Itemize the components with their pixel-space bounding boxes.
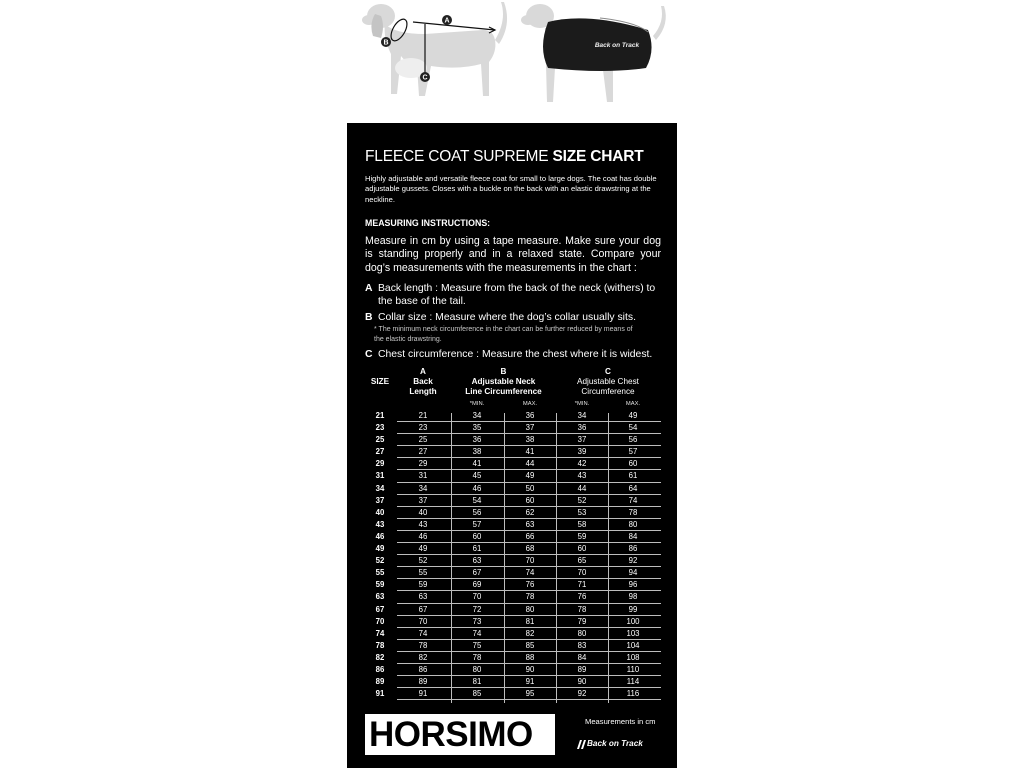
- title-light: FLEECE COAT SUPREME: [365, 148, 553, 165]
- table-row: [347, 567, 677, 579]
- row-neck-max: 49: [525, 471, 535, 481]
- row-size: 25: [375, 435, 385, 445]
- row-neck-min: 81: [472, 677, 482, 687]
- horsimo-logo: [365, 714, 555, 755]
- row-chest-max: 103: [626, 628, 640, 638]
- row-chest-min: 39: [577, 447, 587, 457]
- table-row: [347, 676, 677, 688]
- row-size: 43: [375, 519, 385, 529]
- size-table-body: [347, 410, 677, 700]
- row-neck-max: 88: [525, 652, 535, 662]
- col-a-line2: Length: [409, 387, 437, 396]
- row-back-length: 29: [418, 459, 428, 469]
- row-chest-min: 83: [577, 640, 587, 650]
- col-c-letter: C: [605, 367, 611, 376]
- row-size: 78: [375, 640, 385, 650]
- table-row: [347, 458, 677, 470]
- row-neck-min: 46: [472, 483, 482, 493]
- row-size: 55: [375, 568, 385, 578]
- row-neck-max: 90: [525, 664, 535, 674]
- row-size: 21: [375, 411, 385, 420]
- row-chest-min: 34: [577, 411, 587, 420]
- chart-title: [365, 148, 644, 166]
- table-row: [347, 616, 677, 628]
- col-b-min-header: *MIN.: [469, 401, 485, 407]
- row-chest-max: 92: [628, 556, 638, 566]
- row-chest-max: 54: [628, 423, 638, 433]
- row-back-length: 74: [418, 628, 428, 638]
- row-size: 49: [375, 544, 385, 554]
- row-chest-min: 71: [577, 580, 587, 590]
- row-neck-min: 73: [472, 616, 482, 626]
- row-size: 52: [375, 556, 385, 566]
- measure-b-text: Collar size : Measure where the dog’s collar usually sits.: [378, 312, 636, 323]
- row-back-length: 89: [418, 677, 428, 687]
- row-neck-max: 70: [525, 556, 535, 566]
- row-back-length: 82: [418, 652, 428, 662]
- row-back-length: 34: [418, 483, 428, 493]
- row-neck-max: 82: [525, 628, 535, 638]
- row-chest-max: 86: [628, 544, 638, 554]
- row-chest-min: 37: [577, 435, 587, 445]
- row-back-length: 59: [418, 580, 428, 590]
- measure-c-letter: C: [365, 349, 373, 360]
- row-size: 67: [375, 604, 385, 614]
- col-b-line1: Adjustable Neck: [471, 377, 536, 386]
- row-neck-min: 38: [472, 447, 482, 457]
- row-back-length: 55: [418, 568, 428, 578]
- measure-marker-b: [381, 37, 391, 47]
- measure-marker-c: [420, 72, 430, 82]
- row-chest-min: 36: [577, 423, 587, 433]
- instructions-text: Measure in cm by using a tape measure. Make sure your dog is standing properly and in a relaxed state. Compare your dog’s measurements with the measurements in the chart :: [365, 235, 661, 274]
- row-back-length: 91: [418, 689, 428, 699]
- row-chest-max: 56: [628, 435, 638, 445]
- row-neck-min: 69: [472, 580, 482, 590]
- row-neck-min: 75: [472, 640, 482, 650]
- row-size: 74: [375, 628, 385, 638]
- row-chest-min: 59: [577, 531, 587, 541]
- row-chest-min: 76: [577, 592, 587, 602]
- row-neck-max: 85: [525, 640, 535, 650]
- col-c-min-header: *MIN.: [574, 401, 590, 407]
- row-neck-max: 36: [525, 411, 535, 420]
- svg-text:A: A: [444, 17, 450, 25]
- horsimo-logo-text: HORSIMO: [369, 715, 533, 754]
- col-a-letter: A: [420, 367, 426, 376]
- row-neck-max: 62: [525, 507, 535, 517]
- row-chest-max: 78: [628, 507, 638, 517]
- row-size: 34: [375, 483, 385, 493]
- row-neck-max: 81: [525, 616, 535, 626]
- row-size: 29: [375, 459, 385, 469]
- row-neck-max: 74: [525, 568, 535, 578]
- row-chest-min: 78: [577, 604, 587, 614]
- table-row: [347, 628, 677, 640]
- row-chest-max: 64: [628, 483, 638, 493]
- row-back-length: 67: [418, 604, 428, 614]
- row-neck-max: 95: [525, 689, 535, 699]
- row-neck-min: 35: [472, 423, 482, 433]
- row-chest-max: 104: [626, 640, 640, 650]
- row-chest-min: 44: [577, 483, 587, 493]
- table-row: [347, 543, 677, 555]
- col-b-max-header: MAX.: [522, 401, 538, 407]
- back-on-track-icon: [577, 740, 587, 749]
- table-row: [347, 519, 677, 531]
- table-row: [347, 470, 677, 482]
- row-chest-max: 61: [628, 471, 638, 481]
- size-chart-panel: [347, 123, 677, 768]
- back-on-track-logo: Back on Track: [587, 739, 643, 748]
- svg-text:C: C: [422, 74, 428, 82]
- row-size: 70: [375, 616, 385, 626]
- table-row: [347, 422, 677, 434]
- row-chest-max: 49: [628, 411, 638, 420]
- row-neck-min: 80: [472, 664, 482, 674]
- coat-brand-label: Back on Track: [594, 42, 640, 49]
- table-row: [347, 507, 677, 519]
- table-row: [347, 434, 677, 446]
- measure-a-letter: A: [365, 283, 373, 294]
- row-chest-min: 79: [577, 616, 587, 626]
- row-size: 23: [375, 423, 385, 433]
- row-chest-max: 80: [628, 519, 638, 529]
- row-chest-max: 74: [628, 495, 638, 505]
- row-chest-min: 89: [577, 664, 587, 674]
- row-size: 86: [375, 664, 385, 674]
- row-neck-min: 56: [472, 507, 482, 517]
- row-neck-max: 38: [525, 435, 535, 445]
- row-chest-max: 100: [626, 616, 640, 626]
- row-back-length: 49: [418, 544, 428, 554]
- row-neck-max: 50: [525, 483, 535, 493]
- measure-a-text: Back length : Measure from the back of the neck (withers) to the base of the tail.: [378, 283, 656, 308]
- row-size: 59: [375, 580, 385, 590]
- row-back-length: 63: [418, 592, 428, 602]
- row-chest-min: 52: [577, 495, 587, 505]
- row-back-length: 70: [418, 616, 428, 626]
- row-chest-max: 99: [628, 604, 638, 614]
- row-neck-min: 36: [472, 435, 482, 445]
- row-neck-max: 91: [525, 677, 535, 687]
- row-neck-min: 45: [472, 471, 482, 481]
- row-back-length: 23: [418, 423, 428, 433]
- dog-illustrations: [355, 0, 675, 112]
- table-row: [347, 495, 677, 507]
- coated-dog-illustration: [521, 4, 666, 102]
- row-neck-min: 85: [472, 689, 482, 699]
- col-b-letter: B: [500, 367, 507, 376]
- row-back-length: 37: [418, 495, 428, 505]
- row-chest-max: 114: [626, 677, 640, 687]
- row-chest-min: 43: [577, 471, 587, 481]
- row-size: 63: [375, 592, 385, 602]
- row-size: 91: [375, 689, 385, 699]
- row-divider: [397, 699, 661, 700]
- row-chest-min: 58: [577, 519, 587, 529]
- table-row: [347, 652, 677, 664]
- measuring-dog-illustration: [362, 2, 507, 96]
- measure-c-text: Chest circumference : Measure the chest where it is widest.: [378, 349, 653, 360]
- row-back-length: 43: [418, 519, 428, 529]
- row-neck-max: 41: [525, 447, 535, 457]
- table-row: [347, 446, 677, 458]
- row-chest-max: 57: [628, 447, 638, 457]
- row-chest-min: 70: [577, 568, 587, 578]
- row-size: 40: [375, 507, 385, 517]
- row-neck-min: 74: [472, 628, 482, 638]
- svg-text:B: B: [383, 39, 389, 47]
- row-chest-max: 98: [628, 592, 638, 602]
- row-back-length: 52: [418, 556, 428, 566]
- row-chest-min: 42: [577, 459, 587, 469]
- row-chest-max: 94: [628, 568, 638, 578]
- row-back-length: 31: [418, 471, 428, 481]
- table-row: [347, 410, 677, 422]
- table-row: [347, 688, 677, 700]
- col-c-max-header: MAX.: [625, 401, 641, 407]
- instructions-heading: MEASURING INSTRUCTIONS:: [365, 218, 491, 228]
- measure-b-note: * The minimum neck circumference in the chart can be further reduced by means of the elastic drawstring.: [374, 326, 633, 343]
- row-neck-min: 78: [472, 652, 482, 662]
- row-neck-max: 60: [525, 495, 535, 505]
- row-neck-min: 60: [472, 531, 482, 541]
- row-size: 82: [375, 652, 385, 662]
- row-chest-min: 84: [577, 652, 587, 662]
- row-neck-min: 70: [472, 592, 482, 602]
- row-neck-min: 61: [472, 544, 482, 554]
- table-row: [347, 483, 677, 495]
- row-back-length: 27: [418, 447, 428, 457]
- row-chest-max: 110: [626, 664, 640, 674]
- row-neck-max: 44: [525, 459, 535, 469]
- col-size-header: SIZE: [370, 377, 390, 386]
- row-chest-max: 96: [628, 580, 638, 590]
- row-chest-min: 60: [577, 544, 587, 554]
- row-chest-max: 84: [628, 531, 638, 541]
- row-size: 37: [375, 495, 385, 505]
- row-neck-min: 67: [472, 568, 482, 578]
- row-neck-min: 54: [472, 495, 482, 505]
- row-neck-max: 66: [525, 531, 535, 541]
- row-neck-max: 76: [525, 580, 535, 590]
- col-c-line1: Adjustable Chest: [577, 377, 639, 386]
- col-b-line2: Line Circumference: [465, 387, 542, 396]
- table-row: [347, 531, 677, 543]
- measure-marker-a: [442, 15, 452, 25]
- row-neck-max: 63: [525, 519, 535, 529]
- col-a-line1: Back: [413, 377, 433, 386]
- row-size: 27: [375, 447, 385, 457]
- row-size: 31: [375, 471, 385, 481]
- row-chest-min: 90: [577, 677, 587, 687]
- row-neck-min: 41: [472, 459, 482, 469]
- row-back-length: 78: [418, 640, 428, 650]
- row-neck-min: 34: [472, 411, 482, 420]
- row-chest-max: 116: [626, 689, 640, 699]
- row-back-length: 21: [418, 411, 428, 420]
- row-back-length: 25: [418, 435, 428, 445]
- product-description: Highly adjustable and versatile fleece coat for small to large dogs. The coat has double adjustable gussets. Closes with a buckle on the back with an elastic drawstring at the neckline.: [365, 174, 657, 204]
- col-c-line2: Circumference: [581, 387, 635, 396]
- measure-b-letter: B: [365, 312, 373, 323]
- table-row: [347, 555, 677, 567]
- table-row: [347, 591, 677, 603]
- row-chest-max: 60: [628, 459, 638, 469]
- table-row: [347, 579, 677, 591]
- row-neck-min: 63: [472, 556, 482, 566]
- row-chest-min: 53: [577, 507, 587, 517]
- row-neck-max: 37: [525, 423, 535, 433]
- row-chest-max: 108: [626, 652, 640, 662]
- table-row: [347, 604, 677, 616]
- row-neck-max: 78: [525, 592, 535, 602]
- row-chest-min: 80: [577, 628, 587, 638]
- row-chest-min: 65: [577, 556, 587, 566]
- row-neck-min: 57: [472, 519, 482, 529]
- table-row: [347, 664, 677, 676]
- title-bold: SIZE CHART: [552, 148, 644, 165]
- units-note: Measurements in cm: [585, 717, 656, 726]
- row-size: 46: [375, 531, 385, 541]
- row-neck-max: 80: [525, 604, 535, 614]
- row-back-length: 40: [418, 507, 428, 517]
- row-neck-min: 72: [472, 604, 482, 614]
- table-row: [347, 640, 677, 652]
- row-back-length: 46: [418, 531, 428, 541]
- row-neck-max: 68: [525, 544, 535, 554]
- row-chest-min: 92: [577, 689, 587, 699]
- row-size: 89: [375, 677, 385, 687]
- row-back-length: 86: [418, 664, 428, 674]
